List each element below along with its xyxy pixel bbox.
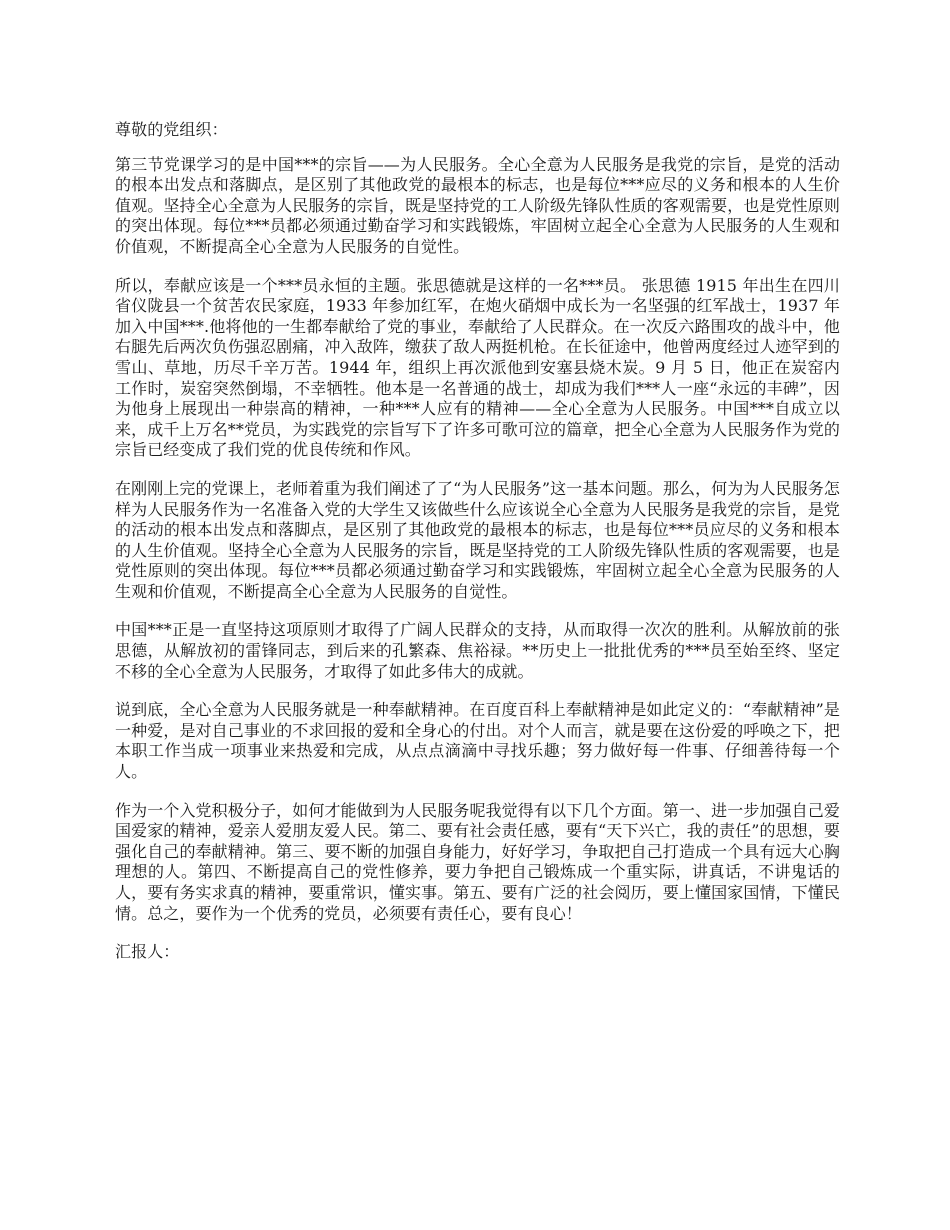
salutation: 尊敬的党组织： (115, 120, 228, 139)
paragraph-zhang-side: 所以，奉献应该是一个***员永恒的主题。张思德就是这样的一名***员。 张思德 1915 年出生在四川省仪陇县一个贫苦农民家庭，1933 年参加红军，在炮火硝烟中成长为一名坚强的红军战士，1937 年加入中国***.他将他的一生都奉献给了党的事业，奉献给了人民群众。在一次反六路围攻的战斗中，他右腿先后两次负伤强忍剧痛，冲入敌阵，缴获了敌人两挺机枪。在长征途中，他曾两度经过人迹罕到的雪山、草地，历尽千辛万苦。1944 年，组织上再次派他到安塞县烧木炭。9 月 5 日，他正在炭窑内工作时，炭窑突然倒塌，不幸牺牲。他本是一名普通的战士，却成为我们***人一座“永远的丰碑”，因为他身上展现出一种崇高的精神，一种***人应有的精神——全心全意为人民服务。中国***自成立以来，成千上万名**党员，为实践党的宗旨写下了许多可歌可泣的篇章，把全心全意为人民服务作为党的宗旨已经变成了我们党的优良传统和作风。 (115, 275, 840, 460)
signature-line: 汇报人： (115, 942, 180, 962)
paragraph-history: 中国***正是一直坚持这项原则才取得了广阔人民群众的支持，从而取得一次次的胜利。从解放前的张思德，从解放初的雷锋同志，到后来的孔繁森、焦裕禄。**历史上一批批优秀的***员至始至终、坚定不移的全心全意为人民服务，才取得了如此多伟大的成就。 (115, 620, 840, 681)
paragraph-purpose: 第三节党课学习的是中国***的宗旨——为人民服务。全心全意为人民服务是我党的宗旨，是党的活动的根本出发点和落脚点，是区别了其他政党的最根本的标志，也是每位***应尽的义务和根本的人生价值观。坚持全心全意为人民服务的宗旨，既是坚持党的工人阶级先锋队性质的客观需要，也是党性原则的突出体现。每位***员都必须通过勤奋学习和实践锻炼，牢固树立起全心全意为人民服务的人生观和价值观，不断提高全心全意为人民服务的自觉性。 (115, 154, 840, 256)
paragraph-party-lecture: 在刚刚上完的党课上，老师着重为我们阐述了了“为人民服务”这一基本问题。那么，何为为人民服务怎样为人民服务作为一名准备入党的大学生又该做些什么应该说全心全意为人民服务是我党的宗旨，是党的活动的根本出发点和落脚点，是区别了其他政党的最根本的标志，也是每位***员应尽的义务和根本的人生价值观。坚持全心全意为人民服务的宗旨，既是坚持党的工人阶级先锋队性质的客观需要，也是党性原则的突出体现。每位***员都必须通过勤奋学习和实践锻炼，牢固树立起全心全意为民服务的人生观和价值观，不断提高全心全意为人民服务的自觉性。 (115, 478, 840, 601)
paragraph-action-points: 作为一个入党积极分子，如何才能做到为人民服务呢我觉得有以下几个方面。第一、进一步加强自己爱国爱家的精神，爱亲人爱朋友爱人民。第二、要有社会责任感，要有“天下兴亡，我的责任”的思想，要强化自己的奉献精神。第三、要不断的加强自身能力，好好学习，争取把自己打造成一个具有远大心胸理想的人。第四、不断提高自己的党性修养，要力争把自己锻炼成一个重实际，讲真话，不讲鬼话的人，要有务实求真的精神，要重常识，懂实事。第五、要有广泛的社会阅历，要上懂国家国情，下懂民情。总之，要作为一个优秀的党员，必须要有责任心，要有良心！ (115, 800, 840, 923)
paragraph-dedication: 说到底，全心全意为人民服务就是一种奉献精神。在百度百科上奉献精神是如此定义的：“奉献精神”是一种爱，是对自己事业的不求回报的爱和全身心的付出。对个人而言，就是要在这份爱的呼唤之下，把本职工作当成一项事业来热爱和完成，从点点滴滴中寻找乐趣；努力做好每一件事、仔细善待每一个人。 (115, 700, 840, 782)
document-page (115, 120, 840, 981)
